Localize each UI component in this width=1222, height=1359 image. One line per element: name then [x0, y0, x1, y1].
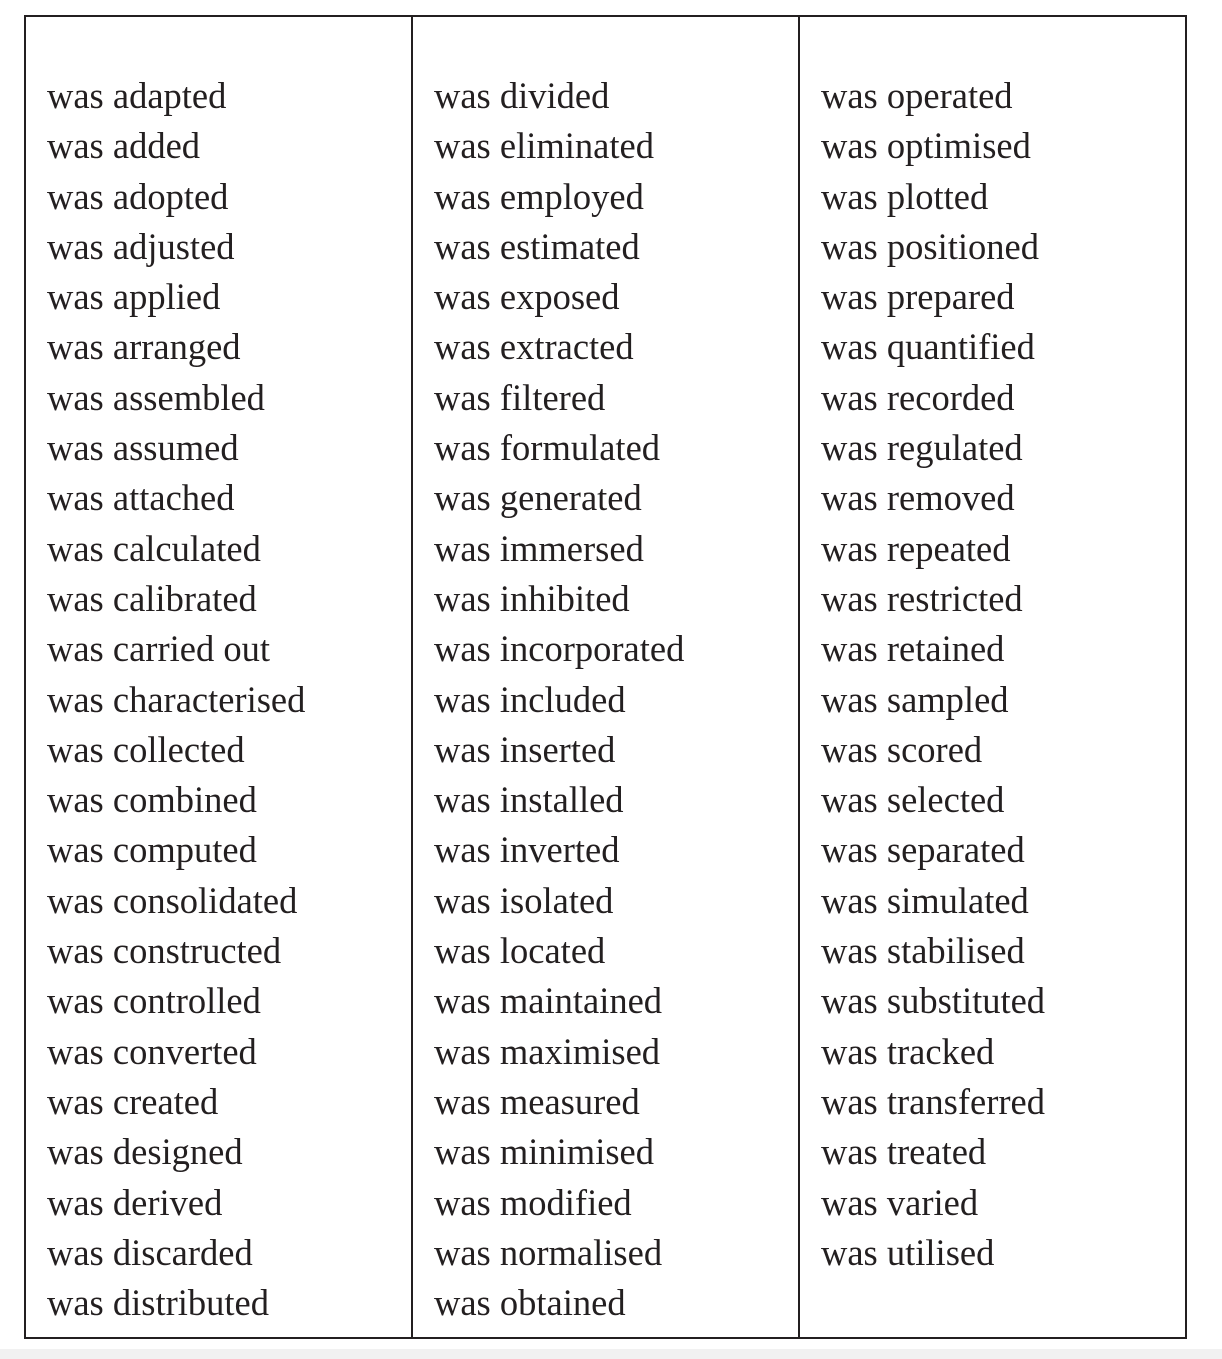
- list-item: was constructed: [47, 930, 282, 972]
- list-item: was extracted: [434, 326, 634, 368]
- list-item: was divided: [434, 75, 610, 116]
- page-bottom-strip: [0, 1349, 1222, 1359]
- list-item: was recorded: [821, 376, 1015, 418]
- list-item: was repeated: [821, 527, 1011, 569]
- list-item: was inverted: [434, 829, 620, 871]
- list-item: was plotted: [821, 175, 989, 217]
- list-item: was formulated: [434, 427, 661, 469]
- list-item: was prepared: [821, 276, 1015, 318]
- word-column-2: [411, 17, 798, 1337]
- list-item: was consolidated: [47, 879, 298, 921]
- list-item: was stabilised: [821, 930, 1025, 972]
- list-item: was computed: [47, 829, 257, 871]
- list-item: was controlled: [47, 980, 261, 1022]
- list-item: was derived: [47, 1181, 223, 1223]
- list-item: was measured: [434, 1080, 640, 1122]
- list-item: was generated: [434, 477, 642, 519]
- list-item: was sampled: [821, 678, 1009, 720]
- list-item: was installed: [434, 779, 624, 821]
- list-item: was tracked: [821, 1030, 995, 1072]
- list-item: was separated: [821, 829, 1025, 871]
- list-item: was adapted: [47, 75, 227, 116]
- list-item: was operated: [821, 75, 1013, 116]
- list-item: was transferred: [821, 1080, 1045, 1122]
- list-item: was inserted: [434, 728, 616, 770]
- list-item: was obtained: [434, 1282, 626, 1324]
- list-item: was normalised: [434, 1231, 663, 1273]
- list-item: was calibrated: [47, 577, 257, 619]
- list-item: was combined: [47, 779, 257, 821]
- list-item: was exposed: [434, 276, 620, 318]
- list-item: was varied: [821, 1181, 979, 1223]
- list-item: was retained: [821, 628, 1005, 670]
- list-item: was calculated: [47, 527, 261, 569]
- list-item: was filtered: [434, 376, 606, 418]
- list-item: was applied: [47, 276, 221, 318]
- list-item: was included: [434, 678, 626, 720]
- word-table: [24, 15, 1187, 1339]
- list-item: was modified: [434, 1181, 632, 1223]
- list-item: was scored: [821, 728, 983, 770]
- list-item: was discarded: [47, 1231, 253, 1273]
- list-item: was optimised: [821, 125, 1031, 167]
- list-item: was eliminated: [434, 125, 654, 167]
- list-item: was isolated: [434, 879, 614, 921]
- list-item: was located: [434, 930, 606, 972]
- list-item: was characterised: [47, 678, 306, 720]
- list-item: was restricted: [821, 577, 1023, 619]
- list-item: was converted: [47, 1030, 257, 1072]
- list-item: was attached: [47, 477, 235, 519]
- list-item: was regulated: [821, 427, 1023, 469]
- list-item: was assembled: [47, 376, 265, 418]
- list-item: was incorporated: [434, 628, 685, 670]
- list-item: was inhibited: [434, 577, 630, 619]
- list-item: was maintained: [434, 980, 663, 1022]
- list-item: was immersed: [434, 527, 644, 569]
- word-column-3: [798, 17, 1185, 1337]
- list-item: was added: [47, 125, 201, 167]
- list-item: was adjusted: [47, 225, 235, 267]
- list-item: was utilised: [821, 1231, 995, 1273]
- list-item: was estimated: [434, 225, 640, 267]
- list-item: was collected: [47, 728, 245, 770]
- list-item: was arranged: [47, 326, 241, 368]
- list-item: was distributed: [47, 1282, 270, 1324]
- list-item: was substituted: [821, 980, 1046, 1022]
- list-item: was created: [47, 1080, 219, 1122]
- list-item: was positioned: [821, 225, 1039, 267]
- list-item: was carried out: [47, 628, 270, 670]
- list-item: was designed: [47, 1131, 243, 1173]
- list-item: was simulated: [821, 879, 1029, 921]
- list-item: was selected: [821, 779, 1005, 821]
- word-column-1: [26, 17, 411, 1337]
- list-item: was removed: [821, 477, 1015, 519]
- list-item: was assumed: [47, 427, 239, 469]
- list-item: was maximised: [434, 1030, 661, 1072]
- list-item: was treated: [821, 1131, 987, 1173]
- list-item: was minimised: [434, 1131, 654, 1173]
- list-item: was adopted: [47, 175, 229, 217]
- list-item: was employed: [434, 175, 644, 217]
- list-item: was quantified: [821, 326, 1035, 368]
